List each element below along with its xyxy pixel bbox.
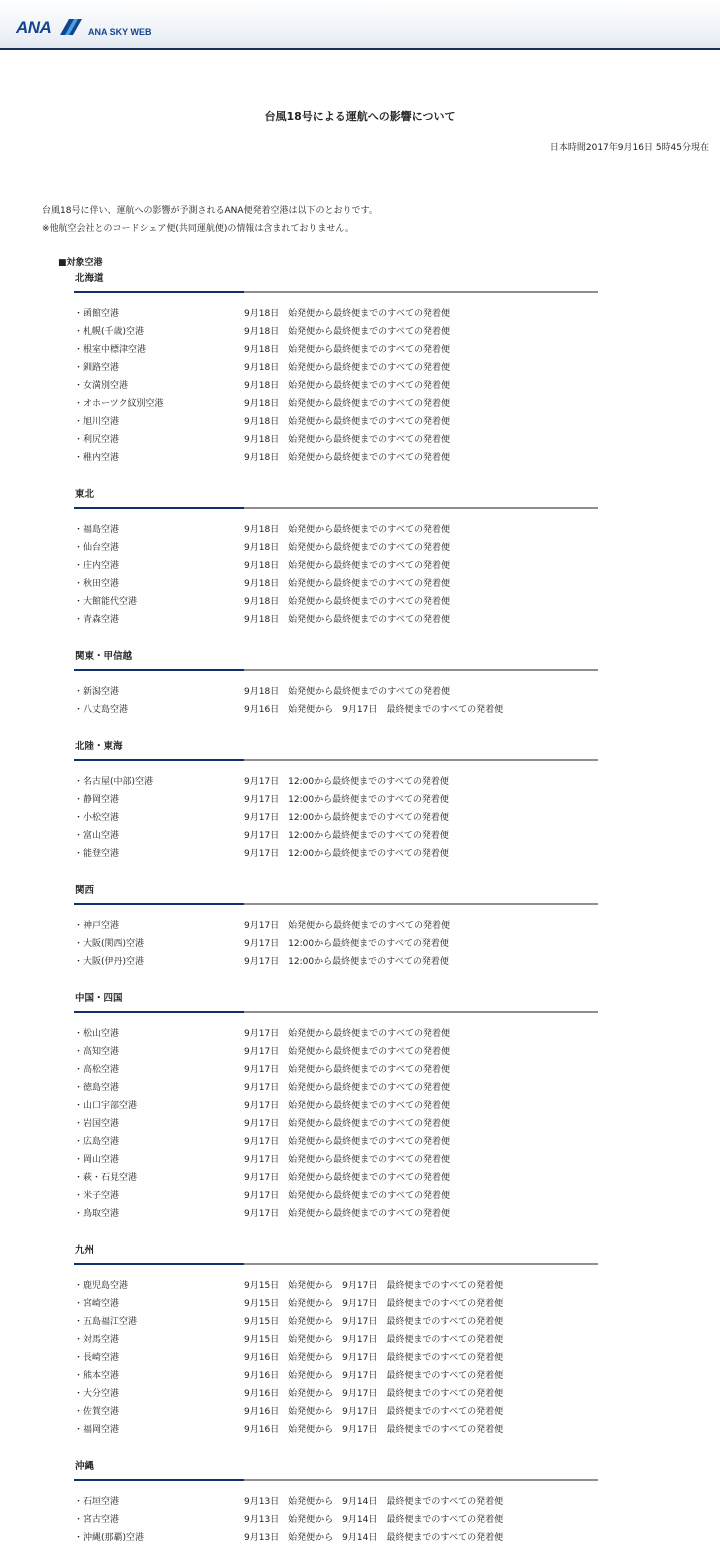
airport-row (74, 1061, 598, 1079)
affected-period: 9月18日 始発便から最終便までのすべての発着便 (244, 687, 450, 697)
airport-name: ・福島空港 (74, 525, 120, 535)
airport-row (74, 1115, 598, 1133)
affected-period: 9月18日 始発便から最終便までのすべての発着便 (244, 453, 450, 463)
airport-row (74, 1511, 598, 1529)
airport-name: ・宮崎空港 (74, 1299, 120, 1309)
airport-name: ・神戸空港 (74, 921, 120, 931)
airport-name: ・仙台空港 (74, 543, 120, 553)
airport-name: ・福岡空港 (74, 1425, 120, 1435)
airport-name: ・対馬空港 (74, 1335, 120, 1345)
airport-name: ・庄内空港 (74, 561, 120, 571)
airport-row (74, 521, 598, 539)
airport-name: ・利尻空港 (74, 435, 120, 445)
region-heading: 関西 (75, 885, 95, 896)
airport-name: ・石垣空港 (74, 1497, 120, 1507)
affected-period: 9月17日 12:00から最終便までのすべての発着便 (244, 939, 449, 949)
airport-name: ・富山空港 (74, 831, 120, 841)
affected-period: 9月18日 始発便から最終便までのすべての発着便 (244, 399, 450, 409)
region-divider (74, 1011, 598, 1013)
affected-period: 9月18日 始発便から最終便までのすべての発着便 (244, 345, 450, 355)
airport-name: ・熊本空港 (74, 1371, 120, 1381)
airport-row (74, 1313, 598, 1331)
airport-row (74, 1169, 598, 1187)
affected-period: 9月17日 始発便から最終便までのすべての発着便 (244, 1173, 450, 1183)
airport-row (74, 935, 598, 953)
airport-name: ・鳥取空港 (74, 1209, 120, 1219)
airport-name: ・宮古空港 (74, 1515, 120, 1525)
airport-row (74, 1079, 598, 1097)
affected-period: 9月18日 始発便から最終便までのすべての発着便 (244, 543, 450, 553)
airport-name: ・徳島空港 (74, 1083, 120, 1093)
region-block (74, 486, 598, 629)
airport-row (74, 377, 598, 395)
affected-period: 9月17日 12:00から最終便までのすべての発着便 (244, 849, 449, 859)
region-divider (74, 1479, 598, 1481)
affected-period: 9月13日 始発便から 9月14日 最終便までのすべての発着便 (244, 1533, 504, 1543)
airport-name: ・小松空港 (74, 813, 120, 823)
airport-row (74, 359, 598, 377)
airport-name: ・大分空港 (74, 1389, 120, 1399)
region-divider (74, 291, 598, 293)
airport-name: ・稚内空港 (74, 453, 120, 463)
airport-row (74, 413, 598, 431)
airport-name: ・札幌(千歳)空港 (74, 327, 145, 337)
airport-row (74, 917, 598, 935)
airport-row (74, 611, 598, 629)
affected-period: 9月17日 12:00から最終便までのすべての発着便 (244, 957, 449, 967)
airport-row (74, 1133, 598, 1151)
airport-row (74, 575, 598, 593)
airport-row (74, 1529, 598, 1547)
airport-row (74, 845, 598, 863)
affected-period: 9月17日 12:00から最終便までのすべての発着便 (244, 795, 449, 805)
affected-period: 9月15日 始発便から 9月17日 最終便までのすべての発着便 (244, 1335, 504, 1345)
region-block (74, 1458, 598, 1547)
site-header (0, 0, 720, 50)
region-heading: 北陸・東海 (75, 741, 123, 752)
affected-period: 9月17日 始発便から最終便までのすべての発着便 (244, 1065, 450, 1075)
region-block (74, 738, 598, 863)
airport-name: ・女満別空港 (74, 381, 129, 391)
affected-period: 9月17日 12:00から最終便までのすべての発着便 (244, 777, 449, 787)
region-divider (74, 669, 598, 671)
airport-row (74, 683, 598, 701)
affected-period: 9月16日 始発便から 9月17日 最終便までのすべての発着便 (244, 1425, 504, 1435)
intro-line: 台風18号に伴い、運航への影響が予測されるANA便発着空港は以下のとおりです。 (42, 206, 378, 216)
affected-period: 9月18日 始発便から最終便までのすべての発着便 (244, 561, 450, 571)
ana-logo[interactable]: ANA (16, 18, 52, 37)
airport-row (74, 953, 598, 971)
airport-row (74, 593, 598, 611)
affected-period: 9月17日 始発便から最終便までのすべての発着便 (244, 1083, 450, 1093)
airport-name: ・鹿児島空港 (74, 1281, 129, 1291)
region-heading: 九州 (75, 1245, 95, 1256)
airport-row (74, 791, 598, 809)
region-heading: 北海道 (75, 273, 104, 284)
affected-period: 9月18日 始発便から最終便までのすべての発着便 (244, 435, 450, 445)
airport-row (74, 1367, 598, 1385)
region-block (74, 1242, 598, 1439)
airport-name: ・広島空港 (74, 1137, 120, 1147)
airport-row (74, 449, 598, 467)
airport-row (74, 1385, 598, 1403)
region-divider (74, 903, 598, 905)
airport-row (74, 1493, 598, 1511)
affected-period: 9月17日 始発便から最終便までのすべての発着便 (244, 1047, 450, 1057)
airport-name: ・新潟空港 (74, 687, 120, 697)
region-block (74, 648, 598, 719)
airport-name: ・函館空港 (74, 309, 120, 319)
airport-name: ・佐賀空港 (74, 1407, 120, 1417)
airport-name: ・大館能代空港 (74, 597, 138, 607)
airport-row (74, 827, 598, 845)
airport-name: ・根室中標津空港 (74, 345, 147, 355)
airport-row (74, 1349, 598, 1367)
region-heading: 沖縄 (75, 1461, 95, 1472)
affected-period: 9月18日 始発便から最終便までのすべての発着便 (244, 309, 450, 319)
airport-name: ・岡山空港 (74, 1155, 120, 1165)
airport-name: ・高知空港 (74, 1047, 120, 1057)
region-heading: 関東・甲信越 (75, 651, 133, 662)
airport-name: ・沖縄(那覇)空港 (74, 1533, 145, 1543)
airport-name: ・長崎空港 (74, 1353, 120, 1363)
airport-name: ・名古屋(中部)空港 (74, 777, 154, 787)
affected-period: 9月17日 始発便から最終便までのすべての発着便 (244, 921, 450, 931)
airport-name: ・五島福江空港 (74, 1317, 138, 1327)
affected-period: 9月18日 始発便から最終便までのすべての発着便 (244, 417, 450, 427)
airport-name: ・能登空港 (74, 849, 120, 859)
region-heading: 東北 (75, 489, 95, 500)
airport-row (74, 773, 598, 791)
airport-name: ・山口宇部空港 (74, 1101, 138, 1111)
affected-period: 9月18日 始発便から最終便までのすべての発着便 (244, 525, 450, 535)
airport-row (74, 701, 598, 719)
airport-row (74, 1277, 598, 1295)
region-divider (74, 507, 598, 509)
affected-period: 9月17日 始発便から最終便までのすべての発着便 (244, 1101, 450, 1111)
intro-note: ※他航空会社とのコードシェア便(共同運航便)の情報は含まれておりません。 (42, 224, 354, 234)
region-divider (74, 759, 598, 761)
airport-row (74, 395, 598, 413)
affected-period: 9月16日 始発便から 9月17日 最終便までのすべての発着便 (244, 1353, 504, 1363)
ana-logo-stripes-icon (60, 19, 82, 35)
affected-period: 9月18日 始発便から最終便までのすべての発着便 (244, 327, 450, 337)
page-title: 台風18号による運航への影響について (264, 110, 456, 123)
affected-period: 9月15日 始発便から 9月17日 最終便までのすべての発着便 (244, 1281, 504, 1291)
affected-period: 9月17日 始発便から最終便までのすべての発着便 (244, 1209, 450, 1219)
affected-period: 9月17日 始発便から最終便までのすべての発着便 (244, 1155, 450, 1165)
affected-period: 9月17日 始発便から最終便までのすべての発着便 (244, 1137, 450, 1147)
airport-row (74, 1151, 598, 1169)
airport-name: ・大阪(関西)空港 (74, 939, 145, 949)
airport-row (74, 557, 598, 575)
airport-row (74, 1097, 598, 1115)
affected-period: 9月18日 始発便から最終便までのすべての発着便 (244, 597, 450, 607)
airport-name: ・静岡空港 (74, 795, 120, 805)
airport-name: ・萩・石見空港 (74, 1173, 138, 1183)
section-label: ■対象空港 (58, 258, 103, 268)
airport-row (74, 1331, 598, 1349)
airport-row (74, 1403, 598, 1421)
affected-period: 9月17日 12:00から最終便までのすべての発着便 (244, 813, 449, 823)
affected-period: 9月16日 始発便から 9月17日 最終便までのすべての発着便 (244, 705, 504, 715)
airport-name: ・オホーツク紋別空港 (74, 399, 164, 409)
intro-text (42, 202, 378, 238)
airport-row (74, 1025, 598, 1043)
affected-period: 9月16日 始発便から 9月17日 最終便までのすべての発着便 (244, 1371, 504, 1381)
airport-row (74, 431, 598, 449)
airport-row (74, 305, 598, 323)
airport-row (74, 1187, 598, 1205)
affected-period: 9月15日 始発便から 9月17日 最終便までのすべての発着便 (244, 1299, 504, 1309)
airport-name: ・釧路空港 (74, 363, 120, 373)
affected-period: 9月16日 始発便から 9月17日 最終便までのすべての発着便 (244, 1389, 504, 1399)
airport-name: ・松山空港 (74, 1029, 120, 1039)
region-block (74, 882, 598, 971)
airport-name: ・岩国空港 (74, 1119, 120, 1129)
airport-row (74, 323, 598, 341)
airport-name: ・八丈島空港 (74, 705, 129, 715)
airport-row (74, 539, 598, 557)
airport-row (74, 1421, 598, 1439)
region-block (74, 270, 598, 467)
affected-period: 9月15日 始発便から 9月17日 最終便までのすべての発着便 (244, 1317, 504, 1327)
affected-period: 9月13日 始発便から 9月14日 最終便までのすべての発着便 (244, 1497, 504, 1507)
airport-name: ・米子空港 (74, 1191, 120, 1201)
region-list (74, 270, 598, 1566)
airport-row (74, 341, 598, 359)
affected-period: 9月16日 始発便から 9月17日 最終便までのすべての発着便 (244, 1407, 504, 1417)
airport-name: ・旭川空港 (74, 417, 120, 427)
update-timestamp: 日本時間2017年9月16日 5時45分現在 (549, 143, 709, 153)
airport-name: ・高松空港 (74, 1065, 120, 1075)
affected-period: 9月18日 始発便から最終便までのすべての発着便 (244, 579, 450, 589)
affected-period: 9月18日 始発便から最終便までのすべての発着便 (244, 363, 450, 373)
region-divider (74, 1263, 598, 1265)
site-name[interactable]: ANA SKY WEB (88, 27, 152, 37)
region-block (74, 990, 598, 1223)
airport-row (74, 1043, 598, 1061)
airport-row (74, 1205, 598, 1223)
affected-period: 9月18日 始発便から最終便までのすべての発着便 (244, 381, 450, 391)
airport-name: ・青森空港 (74, 615, 120, 625)
affected-period: 9月17日 始発便から最終便までのすべての発着便 (244, 1029, 450, 1039)
region-heading: 中国・四国 (75, 993, 123, 1004)
affected-period: 9月18日 始発便から最終便までのすべての発着便 (244, 615, 450, 625)
airport-name: ・大阪(伊丹)空港 (74, 957, 145, 967)
affected-period: 9月17日 12:00から最終便までのすべての発着便 (244, 831, 449, 841)
airport-row (74, 809, 598, 827)
affected-period: 9月17日 始発便から最終便までのすべての発着便 (244, 1191, 450, 1201)
airport-row (74, 1295, 598, 1313)
airport-name: ・秋田空港 (74, 579, 120, 589)
affected-period: 9月17日 始発便から最終便までのすべての発着便 (244, 1119, 450, 1129)
affected-period: 9月13日 始発便から 9月14日 最終便までのすべての発着便 (244, 1515, 504, 1525)
